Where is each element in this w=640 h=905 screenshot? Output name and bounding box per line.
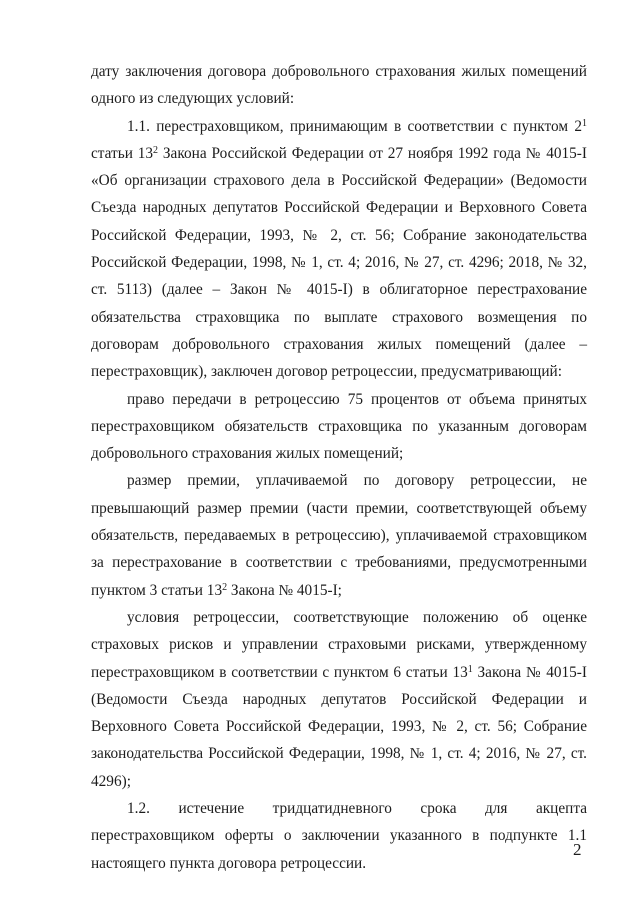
- superscript: 2: [222, 581, 228, 593]
- paragraph: [91, 795, 587, 877]
- text-run: 1.1. перестраховщиком, принимающим в соответствии с пунктом 2: [127, 117, 582, 135]
- text-run: статьи 13: [91, 144, 154, 162]
- text-run: размер премии, уплачиваемой по договору ретроцессии, не превышающий размер премии (части премии, соответствующей объему обязательств, передаваемых в ретроцессию), уплачиваемой страховщиком за перестрахование в соответствии с требованиями, предусмотренными пунктом 3 статьи 13: [91, 472, 587, 599]
- text-run: право передачи в ретроцессию 75 процентов от объема принятых перестраховщиком обязательств страховщика по указанным договорам добровольного страхования жилых помещений;: [91, 390, 587, 463]
- text-run: Закона № 4015-I (Ведомости Съезда народных депутатов Российской Федерации и Верховного Совета Российской Федерации, 1993, № 2, ст. 56; Собрание законодательства Российской Федерации, 1998, № 1, ст. 4; 2016, № 27, ст. 4296);: [91, 663, 587, 790]
- body-text: [91, 58, 587, 877]
- page-number: 2: [573, 840, 582, 859]
- paragraph: [91, 604, 587, 795]
- text-run: Закона № 4015-I;: [227, 581, 342, 599]
- paragraph: [91, 58, 587, 113]
- paragraph: [91, 386, 587, 468]
- text-run: дату заключения договора добровольного страхования жилых помещений одного из следующих условий:: [91, 63, 587, 108]
- text-run: Закона Российской Федерации от 27 ноября 1992 года № 4015-I «Об организации страхового дела в Российской Федерации» (Ведомости Съезда народных депутатов Российской Федерации и Верховного Совета Российской Федерации, 1993, № 2, ст. 56; Собрание законодательства Российской Федерации, 1998, № 1, ст. 4; 2016, № 27, ст. 4296; 2018, № 32, ст. 5113) (далее – Закон № 4015-I) в облигаторное перестрахование обязательства страховщика по выплате страхового возмещения по договорам добровольного страхования жилых помещений (далее – перестраховщик), заключен договор ретроцессии, предусматривающий:: [91, 144, 587, 381]
- superscript: 1: [467, 663, 473, 675]
- paragraph: [91, 467, 587, 603]
- paragraph: [91, 113, 587, 386]
- text-run: 1.2. истечение тридцатидневного срока для акцепта перестраховщиком оферты о заключении указанного в подпункте 1.1 настоящего пункта договора ретроцессии.: [91, 800, 587, 872]
- superscript: 2: [153, 144, 159, 156]
- superscript: 1: [582, 117, 587, 129]
- text-run: условия ретроцессии, соответствующие положению об оценке страховых рисков и управлении страховыми рисками, утвержденному перестраховщиком в соответствии с пунктом 6 статьи 13: [91, 608, 587, 681]
